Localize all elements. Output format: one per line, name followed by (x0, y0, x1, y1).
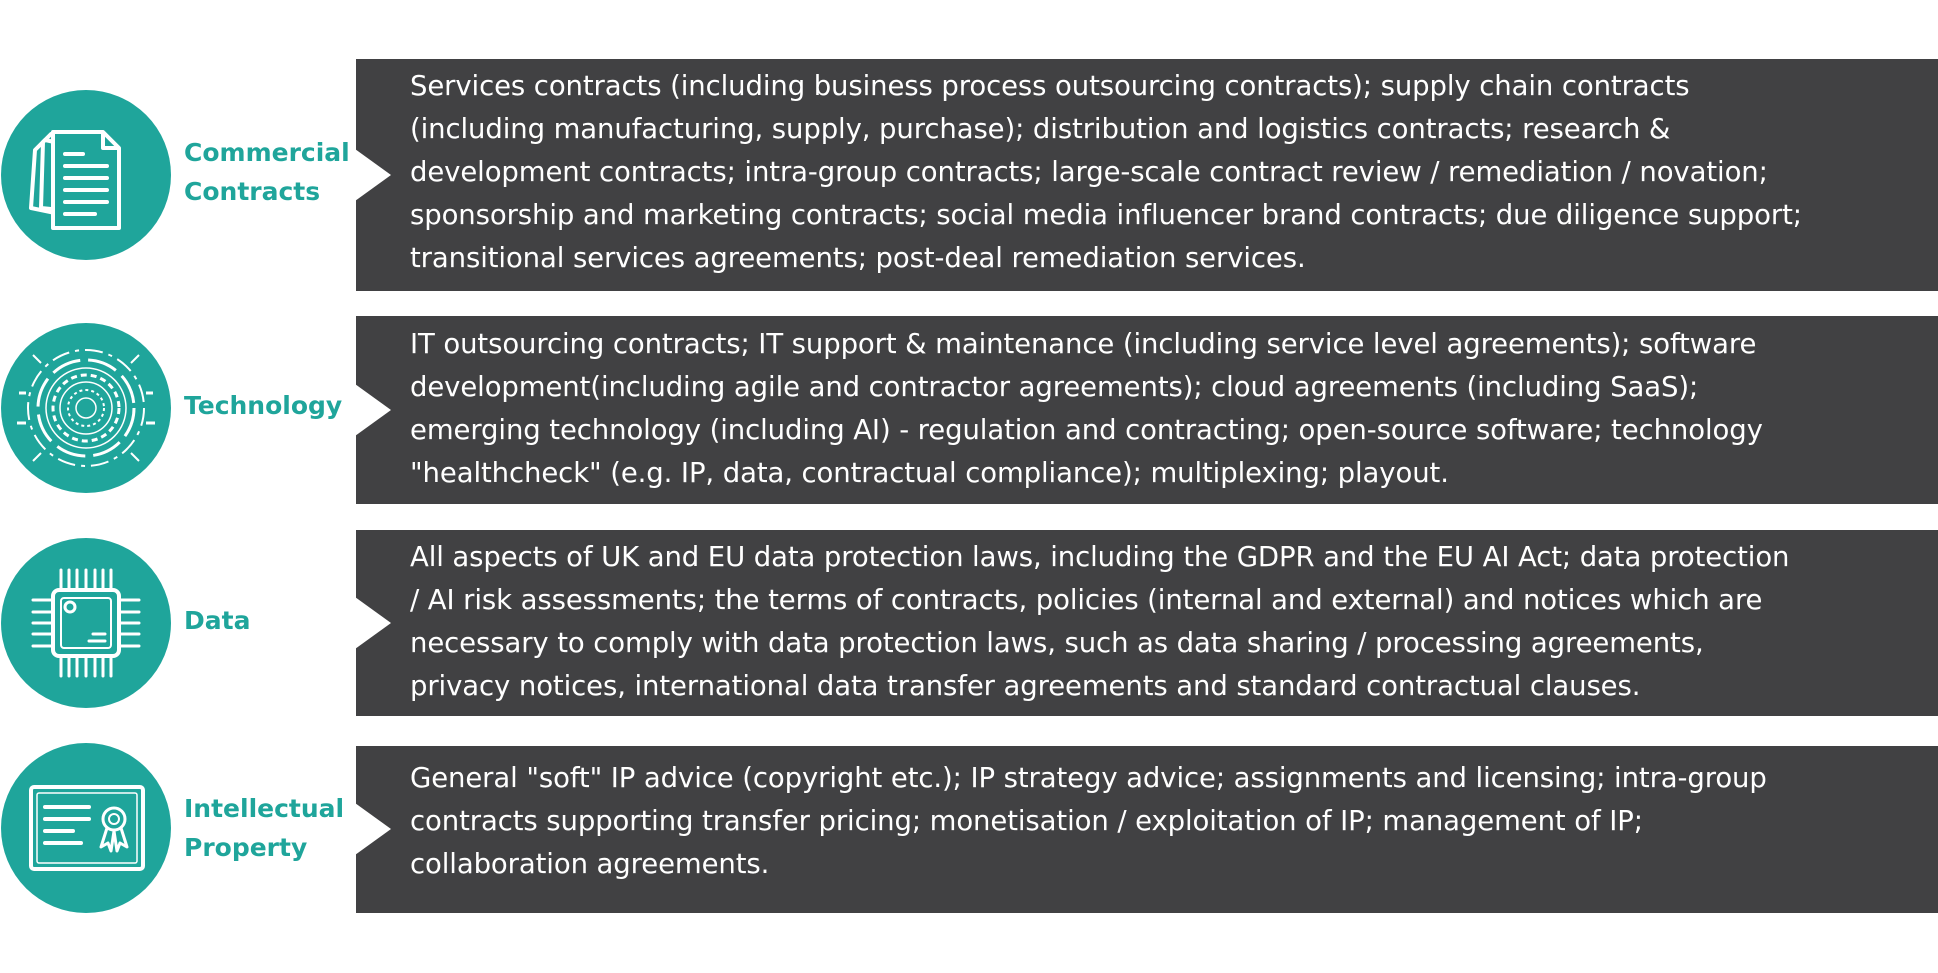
technology-panel (356, 316, 1938, 504)
label-line: Commercial (184, 138, 350, 167)
commercial-contracts-text (410, 65, 1928, 280)
label-line: Property (184, 833, 308, 862)
row-commercial-contracts (0, 59, 1938, 291)
text-line: development(including agile and contractor agreements); cloud agreements (including SaaS); (410, 371, 1699, 403)
text-line: sponsorship and marketing contracts; social media influencer brand contracts; due diligence support; (410, 199, 1802, 231)
text-line: development contracts; intra-group contracts; large-scale contract review / remediation / novation; (410, 156, 1768, 188)
panel-arrow-notch (355, 803, 391, 855)
text-line: privacy notices, international data transfer agreements and standard contractual clauses. (410, 670, 1641, 702)
label-line: Technology (184, 391, 343, 420)
panel-arrow-notch (355, 384, 391, 436)
panel-arrow-notch (355, 149, 391, 201)
row-intellectual-property (0, 746, 1938, 913)
data-badge (1, 538, 171, 708)
commercial-contracts-badge (1, 90, 171, 260)
text-line: All aspects of UK and EU data protection laws, including the GDPR and the EU AI Act; data protection (410, 541, 1790, 573)
data-panel (356, 530, 1938, 716)
technology-text (410, 323, 1928, 495)
certificate-icon (1, 743, 171, 913)
technology-badge (1, 323, 171, 493)
text-line: IT outsourcing contracts; IT support & maintenance (including service level agreements); software (410, 328, 1757, 360)
text-line: necessary to comply with data protection laws, such as data sharing / processing agreements, (410, 627, 1704, 659)
documents-icon (1, 90, 171, 260)
data-label (184, 601, 250, 640)
row-data (0, 530, 1938, 716)
text-line: (including manufacturing, supply, purchase); distribution and logistics contracts; research & (410, 113, 1671, 145)
text-line: contracts supporting transfer pricing; monetisation / exploitation of IP; management of IP; (410, 805, 1643, 837)
label-line: Intellectual (184, 794, 345, 823)
technology-label (184, 386, 342, 425)
label-line: Data (184, 606, 251, 635)
intellectual-property-panel (356, 746, 1938, 913)
microchip-icon (1, 538, 171, 708)
intellectual-property-badge (1, 743, 171, 913)
text-line: emerging technology (including AI) - regulation and contracting; open-source software; technology (410, 414, 1763, 446)
text-line: transitional services agreements; post-deal remediation services. (410, 242, 1306, 274)
tech-circle-icon (1, 323, 171, 493)
commercial-contracts-panel (356, 59, 1938, 291)
label-line: Contracts (184, 177, 321, 206)
text-line: General "soft" IP advice (copyright etc.); IP strategy advice; assignments and licensing; intra-group (410, 762, 1767, 794)
text-line: / AI risk assessments; the terms of contracts, policies (internal and external) and notices which are (410, 584, 1763, 616)
text-line: collaboration agreements. (410, 848, 770, 880)
text-line: "healthcheck" (e.g. IP, data, contractual compliance); multiplexing; playout. (410, 457, 1449, 489)
text-line: Services contracts (including business process outsourcing contracts); supply chain contracts (410, 70, 1690, 102)
intellectual-property-label (184, 789, 344, 867)
data-text (410, 536, 1928, 708)
intellectual-property-text (410, 757, 1928, 886)
row-technology (0, 316, 1938, 504)
commercial-contracts-label (184, 133, 350, 211)
panel-arrow-notch (355, 597, 391, 649)
